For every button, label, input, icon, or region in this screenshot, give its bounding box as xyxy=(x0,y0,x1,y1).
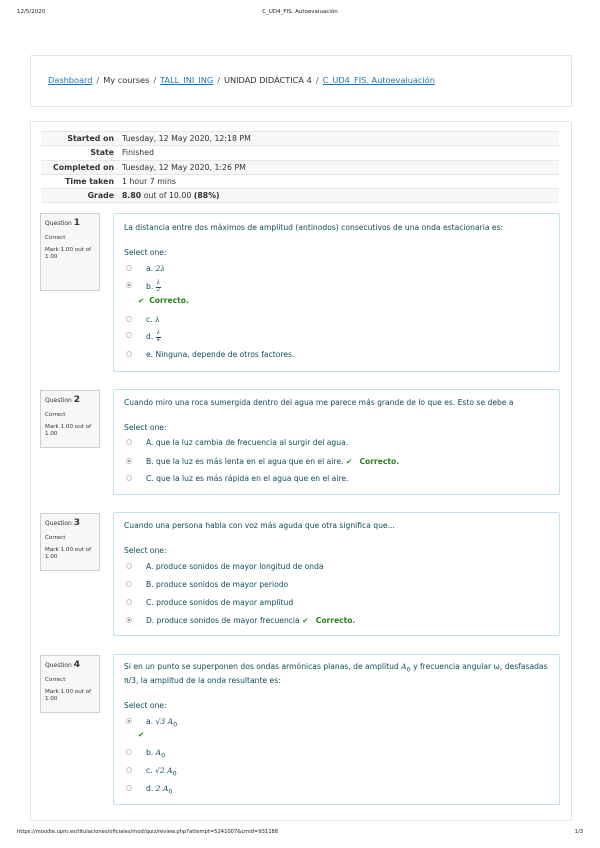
option-label: d. $\frac{\lambda}{4}$ xyxy=(146,330,161,343)
print-title: C_UD4_FIS. Autoevaluación xyxy=(262,9,338,15)
option-label: c. √2 $A_0$ xyxy=(146,766,177,778)
breadcrumb-separator: / xyxy=(153,75,157,85)
question-content-2 xyxy=(113,389,560,495)
option-label: B. produce sonidos de mayor periodo xyxy=(146,580,289,589)
breadcrumb-separator: / xyxy=(217,75,220,85)
grade-percent: (88%) xyxy=(193,191,220,201)
question-state: Correct xyxy=(45,534,66,541)
option-label: D. produce sonidos de mayor frecuencia ✔ Correcto. xyxy=(146,616,356,625)
question-state: Correct xyxy=(45,234,66,241)
option-label: c. λ xyxy=(146,315,160,324)
feedback xyxy=(138,730,144,739)
option-label: C. produce sonidos de mayor amplitud xyxy=(146,598,294,607)
grade-out-of: out of 10.00 xyxy=(141,191,194,201)
radio-button-selected[interactable] xyxy=(126,617,132,623)
breadcrumb-my-courses: My courses xyxy=(103,75,150,85)
question-number: Question 3 xyxy=(45,518,81,528)
summary-row xyxy=(41,132,559,146)
summary-row xyxy=(41,160,559,174)
print-url: https://moodle.upm.es/titulaciones/oficiales/mod/quiz/review.php?attempt=5241007&cmid=931188 xyxy=(17,829,279,835)
radio-button[interactable] xyxy=(126,581,132,587)
radio-button-selected[interactable] xyxy=(126,282,132,288)
fraction: $\frac{\lambda}{4}$ xyxy=(156,330,161,343)
correct-feedback: Correcto. xyxy=(149,296,189,305)
question-text: Cuando una persona habla con voz más aguda que otra significa que... xyxy=(124,521,395,530)
option-label: A. produce sonidos de mayor longitud de onda xyxy=(146,562,324,571)
breadcrumb-course-link[interactable]: TALL_INI_ING xyxy=(160,75,214,85)
question-info-1 xyxy=(40,213,100,291)
question-text: Cuando miro una roca sumergida dentro del agua me parece más grande de lo que es. Esto se debe a xyxy=(124,398,514,407)
question-number: Question 4 xyxy=(45,660,81,670)
radio-button[interactable] xyxy=(126,316,132,322)
print-footer xyxy=(17,829,583,839)
radio-button[interactable] xyxy=(126,475,132,481)
option-label: a. 2λ xyxy=(146,264,166,273)
radio-button[interactable] xyxy=(126,265,132,271)
summary-key: Grade xyxy=(41,189,122,203)
option-label: a. √3 $A_0$ xyxy=(146,717,178,729)
print-header xyxy=(17,9,583,19)
correct-feedback: Correcto. xyxy=(315,616,356,625)
breadcrumb-panel xyxy=(30,55,572,107)
select-one-label: Select one: xyxy=(124,546,167,555)
summary-key: Started on xyxy=(41,132,122,146)
summary-value: Tuesday, 12 May 2020, 12:18 PM xyxy=(122,132,559,146)
option-label: B. que la luz es más lenta en el agua que en el aire. ✔ Correcto. xyxy=(146,457,400,466)
radio-button-selected[interactable] xyxy=(126,458,132,464)
summary-row xyxy=(41,189,559,203)
correct-feedback: Correcto. xyxy=(359,457,400,466)
question-text: Si en un punto se superponen dos ondas armónicas planas, de amplitud $A_0$ y frecuencia angular ω, desfasadas π/3, la amplitud de la onda resultante es: xyxy=(124,662,548,686)
check-icon: ✔ xyxy=(138,296,145,305)
select-one-label: Select one: xyxy=(124,248,167,257)
summary-key: Completed on xyxy=(41,160,122,174)
fraction: $\frac{\lambda}{2}$ xyxy=(156,280,161,293)
radio-button[interactable] xyxy=(126,599,132,605)
summary-value: 1 hour 7 mins xyxy=(122,174,559,188)
summary-value: Tuesday, 12 May 2020, 1:26 PM xyxy=(122,160,559,174)
question-content-3 xyxy=(113,512,560,636)
question-text: La distancia entre dos máximos de amplitud (antinodos) consecutivos de una onda estacionaria es: xyxy=(124,223,504,232)
question-info-4 xyxy=(40,655,100,713)
option-label: C. que la luz es más rápida en el agua que en el aire. xyxy=(146,474,349,483)
question-info-3 xyxy=(40,513,100,571)
option-label: b. $A_0$ xyxy=(146,748,166,760)
radio-button[interactable] xyxy=(126,351,132,357)
breadcrumb-unit: UNIDAD DIDÁCTICA 4 xyxy=(224,75,312,85)
summary-row xyxy=(41,174,559,188)
radio-button[interactable] xyxy=(126,439,132,445)
select-one-label: Select one: xyxy=(124,423,167,432)
question-content-1 xyxy=(113,213,560,372)
question-mark: Mark 1.00 out of 1.00 xyxy=(45,246,92,261)
option-label: b. $\frac{\lambda}{2}$ xyxy=(146,280,161,293)
summary-key: Time taken xyxy=(41,174,122,188)
grade-value xyxy=(122,189,559,203)
attempt-summary-table xyxy=(41,131,559,203)
summary-value: Finished xyxy=(122,146,559,160)
radio-button[interactable] xyxy=(126,332,132,338)
option-label: d. 2 $A_0$ xyxy=(146,784,173,796)
question-number: Question 2 xyxy=(45,395,81,405)
breadcrumb-separator: / xyxy=(315,75,319,85)
print-date: 12/5/2020 xyxy=(17,9,46,15)
radio-button-selected[interactable] xyxy=(126,718,132,724)
feedback xyxy=(138,296,189,305)
question-info-2 xyxy=(40,390,100,448)
radio-button[interactable] xyxy=(126,767,132,773)
summary-key: State xyxy=(41,146,122,160)
grade-score: 8.80 xyxy=(122,191,142,201)
question-mark: Mark 1.00 out of 1.00 xyxy=(45,423,92,438)
breadcrumb xyxy=(48,75,435,85)
question-content-4 xyxy=(113,654,560,805)
summary-row xyxy=(41,146,559,160)
radio-button[interactable] xyxy=(126,785,132,791)
question-state: Correct xyxy=(45,411,66,418)
option-label: e. Ninguna, depende de otros factores. xyxy=(146,350,295,359)
option-label: A. que la luz cambia de frecuencia al surgir del agua. xyxy=(146,438,349,447)
breadcrumb-dashboard-link[interactable]: Dashboard xyxy=(48,75,93,85)
question-state: Correct xyxy=(45,676,66,683)
radio-button[interactable] xyxy=(126,749,132,755)
question-mark: Mark 1.00 out of 1.00 xyxy=(45,546,92,561)
breadcrumb-quiz-link[interactable]: C_UD4_FIS. Autoevaluación xyxy=(322,75,435,85)
check-icon: ✔ xyxy=(302,616,309,625)
question-mark: Mark 1.00 out of 1.00 xyxy=(45,688,92,703)
question-number: Question 1 xyxy=(45,218,81,228)
breadcrumb-separator: / xyxy=(96,75,100,85)
page-number: 1/3 xyxy=(574,829,583,835)
radio-button[interactable] xyxy=(126,563,132,569)
select-one-label: Select one: xyxy=(124,701,167,710)
check-icon: ✔ xyxy=(138,730,145,739)
check-icon: ✔ xyxy=(345,457,353,466)
